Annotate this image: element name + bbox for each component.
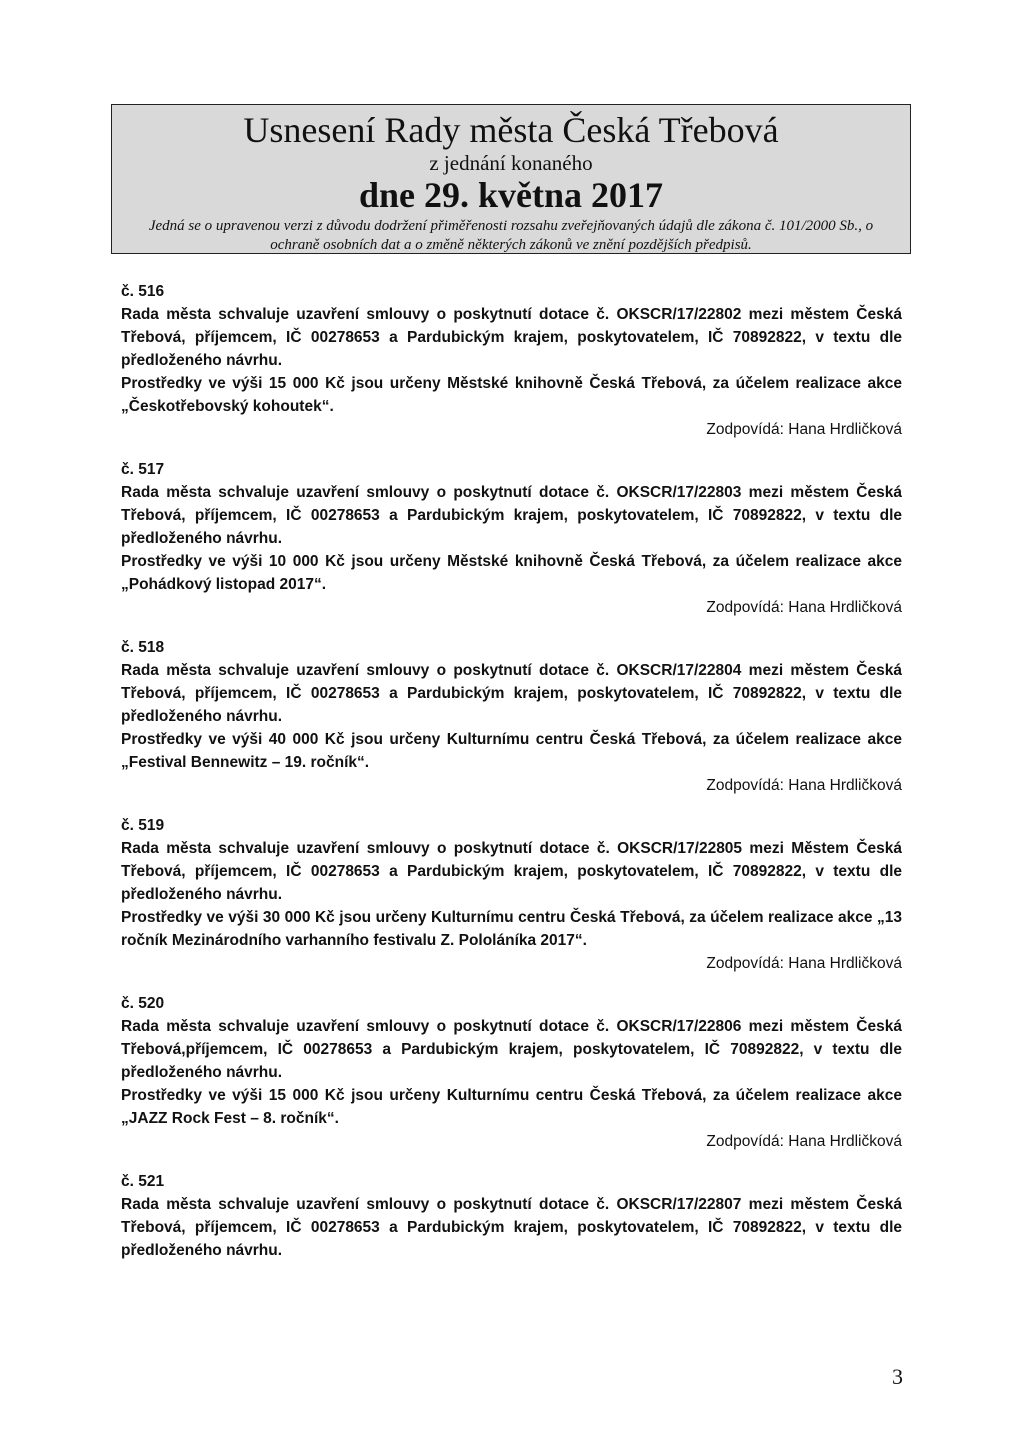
resolution-517 [121,458,902,619]
resolution-responsible: Zodpovídá: Hana Hrdličková [706,955,902,972]
resolution-responsible: Zodpovídá: Hana Hrdličková [706,421,902,438]
resolution-funds: Prostředky ve výši 15 000 Kč jsou určeny Kulturnímu centru Česká Třebová, za účelem realizace akce „JAZZ Rock Fest – 8. ročník“. [121,1087,902,1127]
resolution-520 [121,992,902,1153]
resolution-number: č. 521 [121,1173,165,1190]
resolution-519 [121,814,902,975]
page-number: 3 [892,1364,903,1389]
resolution-funds: Prostředky ve výši 40 000 Kč jsou určeny Kulturnímu centru Česká Třebová, za účelem realizace akce „Festival Bennewitz – 19. ročník“. [121,731,902,771]
header-subtitle: z jednání konaného [429,151,593,175]
resolution-518 [121,636,902,797]
resolution-number: č. 517 [121,461,165,478]
resolution-text: Rada města schvaluje uzavření smlouvy o poskytnutí dotace č. OKSCR/17/22807 mezi městem Česká Třebová, příjemcem, IČ 00278653 a Pardubickým krajem, poskytovatelem, IČ 70892822, v textu dle předloženého návrhu. [121,1196,902,1259]
resolution-number: č. 519 [121,817,165,834]
resolution-number: č. 518 [121,639,165,656]
header-box [111,104,911,254]
resolution-funds: Prostředky ve výši 10 000 Kč jsou určeny Městské knihovně Česká Třebová, za účelem realizace akce „Pohádkový listopad 2017“. [121,553,902,593]
resolution-text: Rada města schvaluje uzavření smlouvy o poskytnutí dotace č. OKSCR/17/22803 mezi městem Česká Třebová, příjemcem, IČ 00278653 a Pardubickým krajem, poskytovatelem, IČ 70892822, v textu dle předloženého návrhu. [121,484,902,547]
resolution-text: Rada města schvaluje uzavření smlouvy o poskytnutí dotace č. OKSCR/17/22802 mezi městem Česká Třebová, příjemcem, IČ 00278653 a Pardubickým krajem, poskytovatelem, IČ 70892822, v textu dle předloženého návrhu. [121,306,902,369]
resolution-521 [121,1170,902,1262]
resolution-funds: Prostředky ve výši 30 000 Kč jsou určeny Kulturnímu centru Česká Třebová, za účelem realizace akce „13 ročník Mezinárodního varhanního festivalu Z. Pololáníka 2017“. [121,909,902,949]
resolution-text: Rada města schvaluje uzavření smlouvy o poskytnutí dotace č. OKSCR/17/22805 mezi Městem Česká Třebová, příjemcem, IČ 00278653 a Pardubickým krajem, poskytovatelem, IČ 70892822, v textu dle předloženého návrhu. [121,840,902,903]
resolution-number: č. 516 [121,283,165,300]
resolution-text: Rada města schvaluje uzavření smlouvy o poskytnutí dotace č. OKSCR/17/22804 mezi městem Česká Třebová, příjemcem, IČ 00278653 a Pardubickým krajem, poskytovatelem, IČ 70892822, v textu dle předloženého návrhu. [121,662,902,725]
resolutions-list [121,280,902,1279]
resolution-responsible: Zodpovídá: Hana Hrdličková [706,1133,902,1150]
resolution-text: Rada města schvaluje uzavření smlouvy o poskytnutí dotace č. OKSCR/17/22806 mezi městem Česká Třebová,příjemcem, IČ 00278653 a Pardubickým krajem, poskytovatelem, IČ 70892822, v textu dle předloženého návrhu. [121,1018,902,1081]
resolution-responsible: Zodpovídá: Hana Hrdličková [706,599,902,616]
resolution-516 [121,280,902,441]
meeting-date: dne 29. května 2017 [358,175,664,215]
resolution-number: č. 520 [121,995,165,1012]
resolution-funds: Prostředky ve výši 15 000 Kč jsou určeny Městské knihovně Česká Třebová, za účelem realizace akce „Českotřebovský kohoutek“. [121,375,902,415]
anonymization-note: Jedná se o upravenou verzi z důvodu dodržení přiměřenosti rozsahu zveřejňovaných údajů dle zákona č. 101/2000 Sb., o ochraně osobních dat a o změně některých zákonů ve znění pozdějších předpisů. [148,218,874,253]
page-title: Usnesení Rady města Česká Třebová [243,110,779,150]
resolution-responsible: Zodpovídá: Hana Hrdličková [706,777,902,794]
